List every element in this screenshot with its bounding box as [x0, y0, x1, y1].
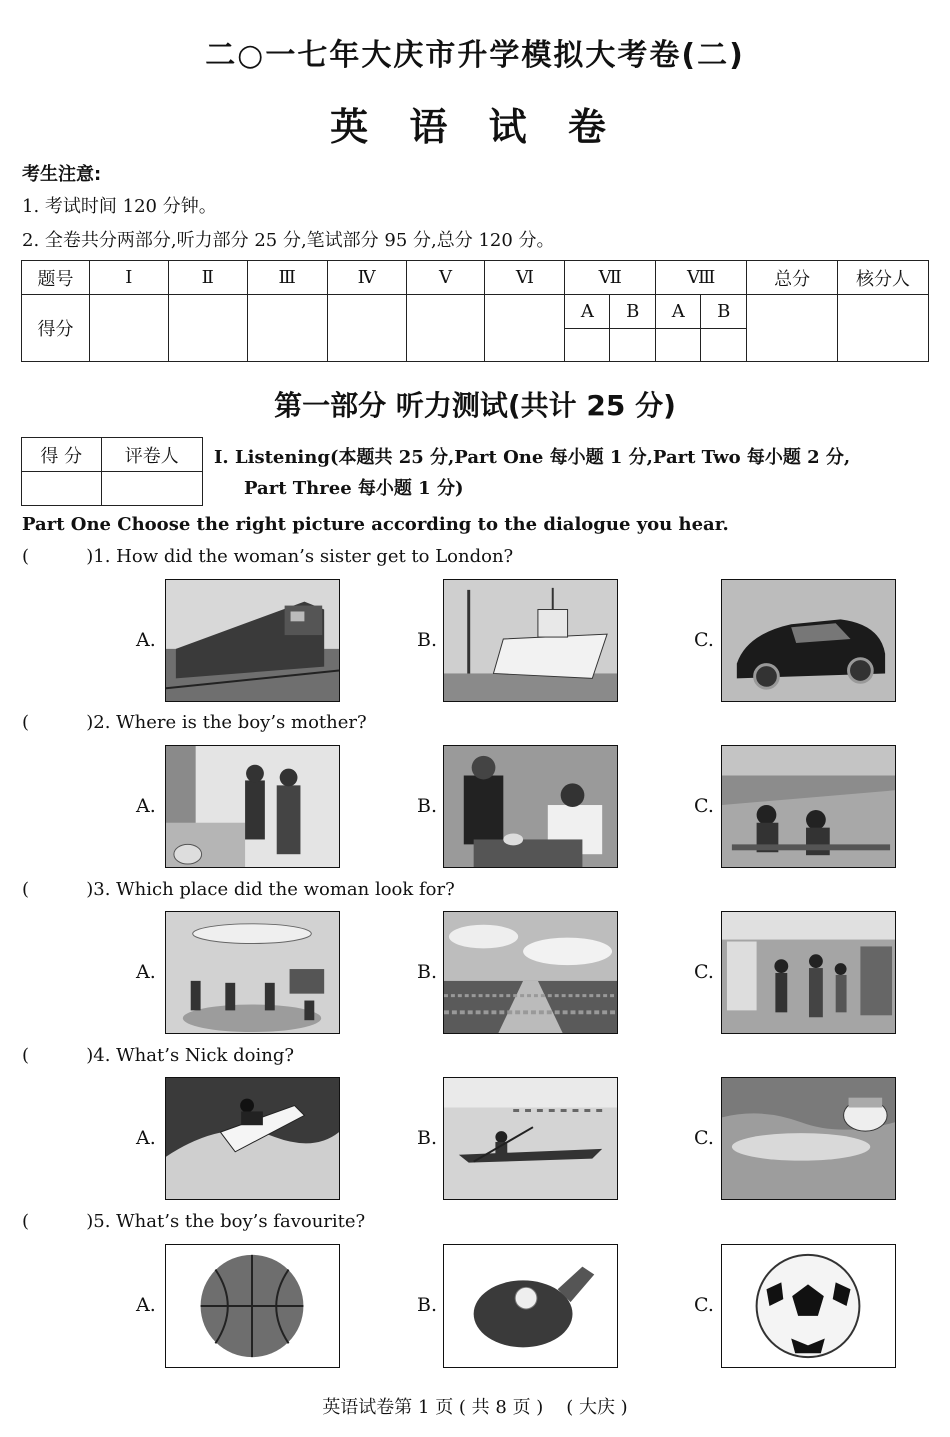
q4-picture-surfing[interactable] [165, 1077, 340, 1200]
score-col-checker: 核分人 [838, 261, 929, 295]
q4-option-a-label: A. [136, 1127, 156, 1149]
grader-box [21, 437, 203, 506]
score-col-4: Ⅳ [327, 261, 406, 295]
q5-picture-football[interactable] [721, 1244, 896, 1368]
exam-subtitle: 英 语 试 卷 [330, 105, 620, 149]
score-cell-checker[interactable] [838, 295, 929, 362]
q3-option-b-label: B. [417, 961, 438, 983]
q4-picture-rowing[interactable] [443, 1077, 618, 1200]
score-col-3: Ⅲ [247, 261, 327, 295]
q5-option-a-label: A. [136, 1294, 156, 1316]
q1-option-c-label: C. [694, 629, 714, 651]
exam-title: 二○一七年大庆市升学模拟大考卷(二) [205, 38, 745, 73]
notice-heading: 考生注意: [22, 164, 102, 185]
grader-name-cell[interactable] [101, 472, 202, 506]
q1-picture-train[interactable] [165, 579, 340, 702]
score-row-label-number: 题号 [22, 261, 90, 295]
score-col-8: Ⅷ [656, 261, 747, 295]
score-cell-total[interactable] [747, 295, 838, 362]
q1-picture-ship[interactable] [443, 579, 618, 702]
score-sub-7b: B [610, 295, 656, 328]
score-col-1: Ⅰ [89, 261, 168, 295]
score-cell-4[interactable] [327, 295, 406, 362]
q5-option-c-label: C. [694, 1294, 714, 1316]
score-col-5: Ⅴ [406, 261, 485, 295]
q1-option-a-label: A. [136, 629, 156, 651]
score-col-total: 总分 [747, 261, 838, 295]
q1-picture-car[interactable] [721, 579, 896, 702]
q3-picture-restaurant[interactable] [165, 911, 340, 1034]
q2-picture-garden[interactable] [721, 745, 896, 868]
question-2: ( )2. Where is the boy’s mother? [22, 712, 367, 733]
score-cell-6[interactable] [485, 295, 565, 362]
q3-option-a-label: A. [136, 961, 156, 983]
notice-item-2: 2. 全卷共分两部分,听力部分 25 分,笔试部分 95 分,总分 120 分。 [22, 230, 555, 251]
instruction-line-1: Ⅰ. Listening(本题共 25 分,Part One 每小题 1 分,Part Two 每小题 2 分, [214, 447, 851, 468]
score-sub-8a: A [656, 295, 701, 328]
q2-picture-kitchen[interactable] [165, 745, 340, 868]
grader-name-label: 评卷人 [101, 438, 202, 472]
score-cell-3[interactable] [247, 295, 327, 362]
q4-option-c-label: C. [694, 1127, 714, 1149]
q2-option-a-label: A. [136, 795, 156, 817]
grader-score-cell[interactable] [22, 472, 102, 506]
q2-picture-tea-room[interactable] [443, 745, 618, 868]
score-cell-8b[interactable] [701, 328, 747, 361]
score-row-label-score: 得分 [22, 295, 90, 362]
part-one-heading: Part One Choose the right picture according to the dialogue you hear. [22, 514, 729, 535]
score-cell-5[interactable] [406, 295, 485, 362]
q4-picture-swimming[interactable] [721, 1077, 896, 1200]
q4-option-b-label: B. [417, 1127, 438, 1149]
page-footer: 英语试卷第 1 页 ( 共 8 页 ) ( 大庆 ) [322, 1397, 628, 1418]
q2-option-b-label: B. [417, 795, 438, 817]
score-cell-7b[interactable] [610, 328, 656, 361]
score-col-2: Ⅱ [168, 261, 247, 295]
question-3: ( )3. Which place did the woman look for? [22, 879, 455, 900]
score-col-6: Ⅵ [485, 261, 565, 295]
instruction-line-2: Part Three 每小题 1 分) [244, 478, 464, 499]
score-sub-7a: A [565, 295, 610, 328]
part1-title: 第一部分 听力测试(共计 25 分) [274, 389, 676, 422]
score-cell-1[interactable] [89, 295, 168, 362]
listening-instruction [214, 442, 929, 504]
q1-option-b-label: B. [417, 629, 438, 651]
q5-option-b-label: B. [417, 1294, 438, 1316]
grader-score-label: 得 分 [22, 438, 102, 472]
question-1: ( )1. How did the woman’s sister get to London? [22, 546, 514, 567]
score-cell-2[interactable] [168, 295, 247, 362]
q3-option-c-label: C. [694, 961, 714, 983]
q3-picture-market[interactable] [721, 911, 896, 1034]
score-cell-8a[interactable] [656, 328, 701, 361]
q5-picture-ping-pong[interactable] [443, 1244, 618, 1368]
score-sub-8b: B [701, 295, 747, 328]
notice-item-1: 1. 考试时间 120 分钟。 [22, 196, 217, 217]
q3-picture-parking-lot[interactable] [443, 911, 618, 1034]
question-5: ( )5. What’s the boy’s favourite? [22, 1211, 366, 1232]
q5-picture-basketball[interactable] [165, 1244, 340, 1368]
question-4: ( )4. What’s Nick doing? [22, 1045, 294, 1066]
q2-option-c-label: C. [694, 795, 714, 817]
score-col-7: Ⅶ [565, 261, 656, 295]
score-cell-7a[interactable] [565, 328, 610, 361]
score-table [21, 260, 929, 362]
